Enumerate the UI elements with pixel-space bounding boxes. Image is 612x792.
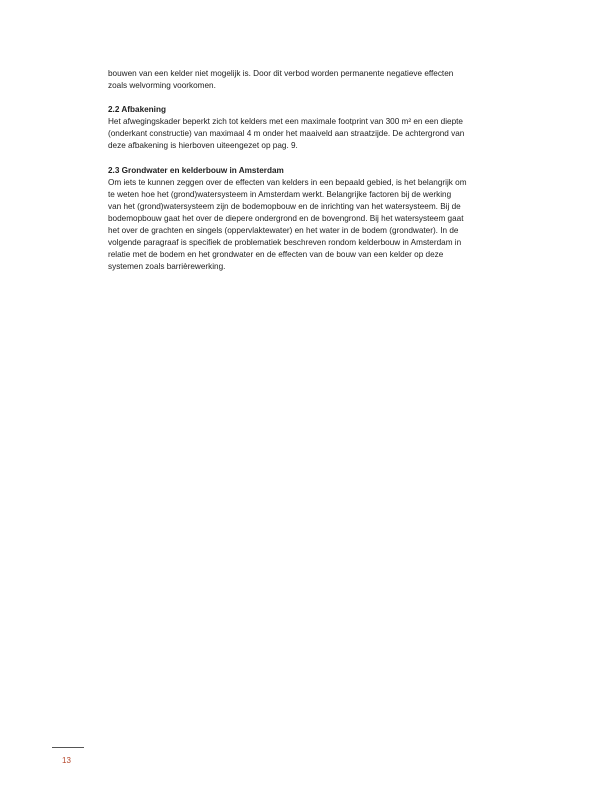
text-line: Om iets te kunnen zeggen over de effecten van kelders in een bepaald gebied, is het belangrijk om [108,177,467,187]
section-heading [108,165,508,177]
page-number: 13 [62,756,71,765]
page-body [108,68,508,273]
text-line: systemen zoals barrièrewerking. [108,262,226,272]
section-title: Afbakening [121,105,166,115]
section-title: Grondwater en kelderbouw in Amsterdam [121,165,284,175]
section-grondwater [108,165,508,274]
text-line: zoals welvorming voorkomen. [108,81,216,91]
section-paragraph [108,116,508,152]
text-line: relatie met de bodem en het grondwater en de effecten van de bouw van een kelder op deze [108,250,444,260]
section-afbakening [108,104,508,152]
text-line: volgende paragraaf is specifiek de problematiek beschreven rondom kelderbouw in Amsterdam in [108,238,462,248]
intro-paragraph [108,68,508,92]
text-line: (onderkant constructie) van maximaal 4 m onder het maaiveld aan straatzijde. De achtergrond van [108,129,465,139]
footer-divider [52,747,84,748]
text-line: deze afbakening is hierboven uiteengezet op pag. 9. [108,141,298,151]
section-number: 2.2 [108,105,120,115]
text-line: bouwen van een kelder niet mogelijk is. Door dit verbod worden permanente negatieve effecten [108,69,454,78]
section-paragraph [108,177,508,274]
text-line: het over de grachten en singels (oppervlaktewater) en het water in de bodem (grondwater). In de [108,226,459,236]
section-heading [108,104,508,116]
text-line: Het afwegingskader beperkt zich tot kelders met een maximale footprint van 300 m² en een diepte [108,117,463,127]
section-number: 2.3 [108,165,120,175]
text-line: bodemopbouw gaat het over de diepere ondergrond en de bovengrond. Bij het watersysteem gaat [108,213,464,223]
text-line: van het (grond)watersysteem zijn de bodemopbouw en de inrichting van het watersysteem. Bij de [108,201,461,211]
text-line: te weten hoe het (grond)watersysteem in Amsterdam werkt. Belangrijke factoren bij de werking [108,189,452,199]
